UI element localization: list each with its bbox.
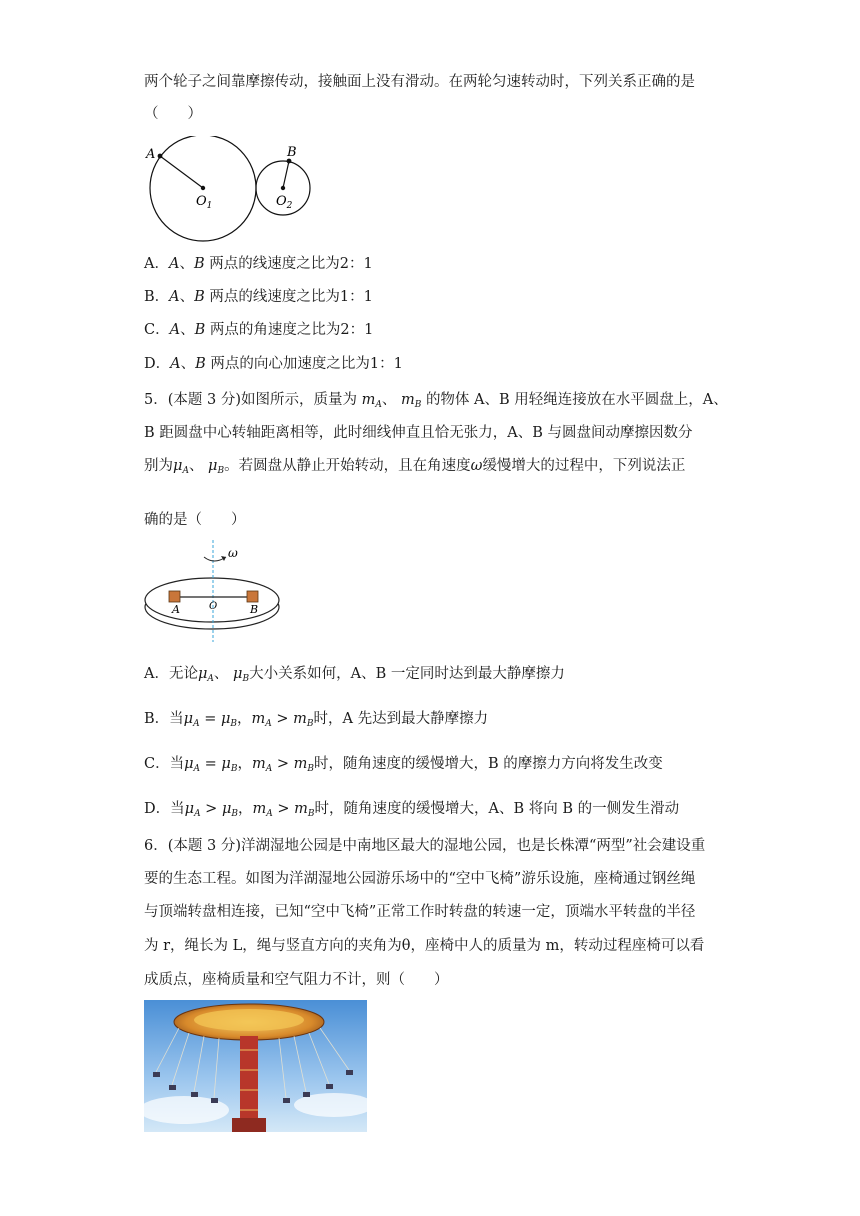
q4-wheels-figure bbox=[140, 136, 320, 258]
label-o1: $O_1$ bbox=[196, 194, 213, 211]
radius-o1-a bbox=[160, 156, 203, 188]
q5-stem-line3: 别为$\mu_A$、 $\mu_B$。若圆盘从静止开始转动，且在角速度ω缓慢增大的过程中，下列说法正 bbox=[144, 458, 686, 476]
disk-label-b: B bbox=[250, 603, 259, 616]
center-o2 bbox=[281, 186, 285, 190]
q5-stem-line4: 确的是（ ） bbox=[144, 512, 246, 528]
q4-option-d: D．A、B 两点的向心加速度之比为1：1 bbox=[144, 356, 403, 372]
label-b: B bbox=[287, 145, 297, 160]
swing-ride-photo bbox=[144, 1000, 367, 1132]
block-a bbox=[169, 591, 180, 602]
q5-stem-line2: B 距圆盘中心转轴距离相等，此时细线伸直且恰无张力，A、B 与圆盘间动摩擦因数分 bbox=[144, 425, 693, 441]
q6-stem-line2: 要的生态工程。如图为洋湖湿地公园游乐场中的“空中飞椅”游乐设施，座椅通过钢丝绳 bbox=[144, 871, 696, 887]
omega-label: ω bbox=[228, 546, 238, 560]
center-o1 bbox=[201, 186, 205, 190]
q6-stem-line3: 与顶端转盘相连接，已知“空中飞椅”正常工作时转盘的转速一定，顶端水平转盘的半径 bbox=[144, 904, 696, 920]
label-o2: $O_2$ bbox=[276, 194, 293, 211]
q5-option-d: D．当$\mu_A > \mu_B$，$m_A > m_B$时，随角速度的缓慢增大，A、B 将向 B 的一侧发生滑动 bbox=[144, 801, 680, 819]
q4-option-c: C．A、B 两点的角速度之比为2：1 bbox=[144, 322, 374, 338]
radius-o2-b bbox=[283, 161, 289, 188]
block-b bbox=[247, 591, 258, 602]
q4-option-b: B．A、B 两点的线速度之比为1：1 bbox=[144, 289, 373, 305]
disk-label-o: O bbox=[209, 601, 218, 612]
q6-stem-line1: 6．(本题 3 分)洋湖湿地公园是中南地区最大的湿地公园，也是长株潭“两型”社会建设重 bbox=[144, 838, 706, 854]
disk-label-a: A bbox=[172, 603, 180, 616]
q5-disk-figure bbox=[142, 540, 284, 642]
q5-stem-line1: 5．(本题 3 分)如图所示，质量为 $m_A$、 $m_B$ 的物体 A、B 用轻绳连接放在水平圆盘上，A、 bbox=[144, 392, 728, 410]
q6-stem-line5: 成质点，座椅质量和空气阻力不计，则（ ） bbox=[144, 972, 449, 988]
q5-option-a: A．无论$\mu_A$、 $\mu_B$大小关系如何，A、B 一定同时达到最大静摩擦力 bbox=[144, 666, 565, 684]
label-a: A bbox=[146, 147, 156, 162]
disk-top bbox=[145, 578, 279, 622]
point-a bbox=[158, 154, 163, 159]
q4-option-a: A．A、B 两点的线速度之比为2：1 bbox=[144, 256, 373, 272]
q5-option-b: B．当$\mu_A = \mu_B$，$m_A > m_B$时，A 先达到最大静摩擦力 bbox=[144, 711, 489, 729]
q4-stem-line2: （ ） bbox=[144, 106, 202, 122]
q5-option-c: C．当$\mu_A = \mu_B$，$m_A > m_B$时，随角速度的缓慢增大，B 的摩擦力方向将发生改变 bbox=[144, 756, 663, 774]
q6-stem-line4: 为 r，绳长为 L，绳与竖直方向的夹角为θ，座椅中人的质量为 m，转动过程座椅可以看 bbox=[144, 938, 705, 954]
q4-stem-line1: 两个轮子之间靠摩擦传动，接触面上没有滑动。在两轮匀速转动时，下列关系正确的是 bbox=[144, 74, 695, 90]
